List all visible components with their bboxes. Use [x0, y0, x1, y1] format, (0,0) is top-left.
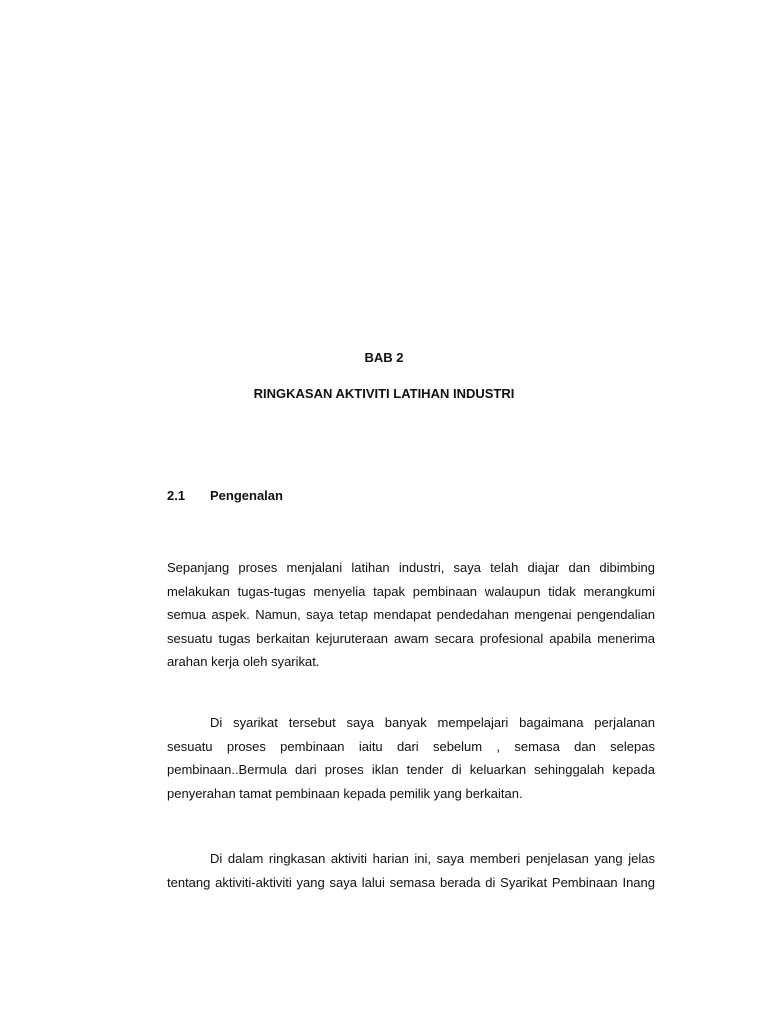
paragraph-line: Di syarikat tersebut saya banyak mempelajari bagaimana perjalanan — [210, 715, 655, 730]
section-number: 2.1 — [167, 488, 186, 503]
chapter-label: BAB 2 — [364, 350, 404, 365]
section-title: Pengenalan — [210, 488, 283, 503]
section-heading — [167, 488, 283, 503]
paragraph-line: tentang aktiviti-aktiviti yang saya lalui semasa berada di Syarikat Pembinaan Inang — [167, 874, 655, 890]
chapter-title: RINGKASAN AKTIVITI LATIHAN INDUSTRI — [253, 386, 515, 401]
paragraph-line: penyerahan tamat pembinaan kepada pemilik yang berkaitan. — [167, 785, 523, 801]
paragraph-line: sesuatu proses pembinaan iaitu dari sebelum , semasa dan selepas — [167, 738, 655, 754]
paragraph-3 — [167, 847, 655, 894]
paragraph-line: Sepanjang proses menjalani latihan industri, saya telah diajar dan dibimbing — [167, 560, 655, 575]
paragraph-line: sesuatu tugas berkaitan kejuruteraan awam secara profesional apabila menerima — [167, 630, 655, 646]
paragraph-2 — [167, 711, 655, 805]
paragraph-line: semua aspek. Namun, saya tetap mendapat pendedahan mengenai pengendalian — [167, 607, 655, 622]
paragraph-line: arahan kerja oleh syarikat. — [167, 654, 320, 669]
paragraph-line: pembinaan..Bermula dari proses iklan tender di keluarkan sehinggalah kepada — [167, 762, 655, 777]
paragraph-line: Di dalam ringkasan aktiviti harian ini, saya memberi penjelasan yang jelas — [210, 851, 655, 866]
paragraph-line: melakukan tugas-tugas menyelia tapak pembinaan walaupun tidak merangkumi — [167, 583, 655, 599]
paragraph-1 — [167, 556, 655, 674]
